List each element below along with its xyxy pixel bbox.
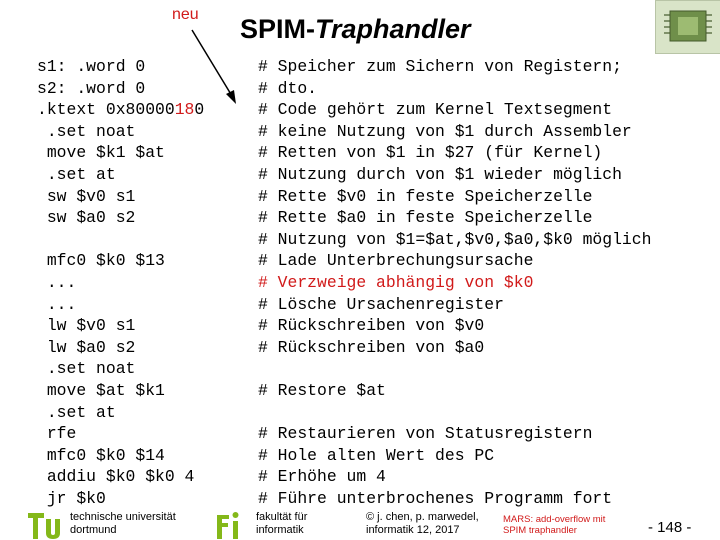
code-text: .set noat xyxy=(37,121,136,141)
code-text: sw $v0 s1 xyxy=(37,186,136,206)
code-line xyxy=(37,402,204,424)
new-annotation: neu xyxy=(172,6,199,23)
code-text: s1: .word 0 xyxy=(37,57,146,76)
copyright-line2: informatik 12, 2017 xyxy=(366,524,460,536)
code-highlight: 18 xyxy=(174,100,195,120)
comment-line: # Lade Unterbrechungsursache xyxy=(258,251,534,271)
comment-line xyxy=(258,402,651,424)
code-line xyxy=(37,56,204,78)
comment-line: # Retten von $1 in $27 (für Kernel) xyxy=(258,143,603,163)
code-text: lw $v0 s1 xyxy=(37,316,136,336)
page-number: - 148 - xyxy=(648,519,692,536)
fi-logo-icon xyxy=(215,509,245,539)
comment-line: # Speicher zum Sichern von Registern; xyxy=(258,57,622,76)
comment-line: # Rette $a0 in feste Speicherzelle xyxy=(258,208,593,228)
footer xyxy=(0,505,720,540)
comment-line: # Nutzung von $1=$at,$v0,$a0,$k0 möglich xyxy=(258,229,652,249)
code-text: mfc0 $k0 $14 xyxy=(37,445,165,465)
comment-line: # Nutzung durch von $1 wieder möglich xyxy=(258,164,622,184)
title-prefix: SPIM- xyxy=(240,14,316,44)
code-line xyxy=(37,294,204,316)
code-line xyxy=(37,337,204,359)
code-line xyxy=(37,99,204,121)
assembly-code xyxy=(37,56,204,509)
university-line1: technische universität xyxy=(70,511,176,523)
comment-line: # Verzweige abhängig von $k0 xyxy=(258,272,534,292)
faculty-line2: informatik xyxy=(256,524,304,536)
code-line xyxy=(37,272,204,294)
comment-line: # Erhöhe um 4 xyxy=(258,467,386,487)
code-text: ... xyxy=(37,272,77,292)
copyright-line1: © j. chen, p. marwedel, xyxy=(366,511,479,523)
chip-icon xyxy=(656,1,720,53)
code-line xyxy=(37,142,204,164)
code-text: ... xyxy=(37,294,77,314)
chip-logo xyxy=(655,0,720,54)
comment-line: # Restaurieren von Statusregistern xyxy=(258,424,593,444)
code-text: .set at xyxy=(37,164,116,184)
comment-line: # Rückschreiben von $v0 xyxy=(258,316,485,336)
comment-line: # Rette $v0 in feste Speicherzelle xyxy=(258,186,593,206)
code-line xyxy=(37,207,204,229)
code-line xyxy=(37,164,204,186)
code-line xyxy=(37,78,204,100)
comment-line xyxy=(258,358,651,380)
code-line xyxy=(37,445,204,467)
code-text: lw $a0 s2 xyxy=(37,337,136,357)
code-text: .ktext 0x80000 xyxy=(37,100,175,120)
code-line xyxy=(37,229,204,251)
code-line xyxy=(37,121,204,143)
faculty-line1: fakultät für xyxy=(256,511,308,523)
comment-line: # Hole alten Wert des PC xyxy=(258,445,495,465)
code-line xyxy=(37,466,204,488)
code-text: sw $a0 s2 xyxy=(37,208,136,228)
code-text: rfe xyxy=(37,424,77,444)
code-line xyxy=(37,250,204,272)
slide-title xyxy=(240,14,471,45)
topic-line2: SPIM traphandler xyxy=(503,525,577,536)
title-emphasis: Traphandler xyxy=(315,14,471,44)
code-text: s2: .word 0 xyxy=(37,78,146,98)
code-line xyxy=(37,423,204,445)
code-text: .set at xyxy=(37,402,116,422)
code-line xyxy=(37,315,204,337)
comment-line: # dto. xyxy=(258,78,318,98)
code-text: move $at $k1 xyxy=(37,380,165,400)
code-text: addiu $k0 $k0 4 xyxy=(37,467,195,487)
code-line xyxy=(37,380,204,402)
topic-line1: MARS: add-overflow mit xyxy=(503,514,606,525)
comment-line: # Rückschreiben von $a0 xyxy=(258,337,485,357)
comment-line: # Restore $at xyxy=(258,380,386,400)
tu-logo-icon xyxy=(28,513,62,539)
comment-line: # Führe unterbrochenes Programm fort xyxy=(258,488,613,508)
comment-line: # Lösche Ursachenregister xyxy=(258,294,504,314)
comment-line: # Code gehört zum Kernel Textsegment xyxy=(258,100,613,120)
code-text: mfc0 $k0 $13 xyxy=(37,251,165,271)
code-text: .set noat xyxy=(37,359,136,379)
comment-line: # keine Nutzung von $1 durch Assembler xyxy=(258,121,632,141)
code-text: move $k1 $at xyxy=(37,143,165,163)
code-text: jr $k0 xyxy=(37,488,106,508)
code-text-suffix: 0 xyxy=(194,100,205,120)
code-line xyxy=(37,186,204,208)
code-comments xyxy=(258,56,651,509)
code-line xyxy=(37,358,204,380)
university-line2: dortmund xyxy=(70,524,117,536)
